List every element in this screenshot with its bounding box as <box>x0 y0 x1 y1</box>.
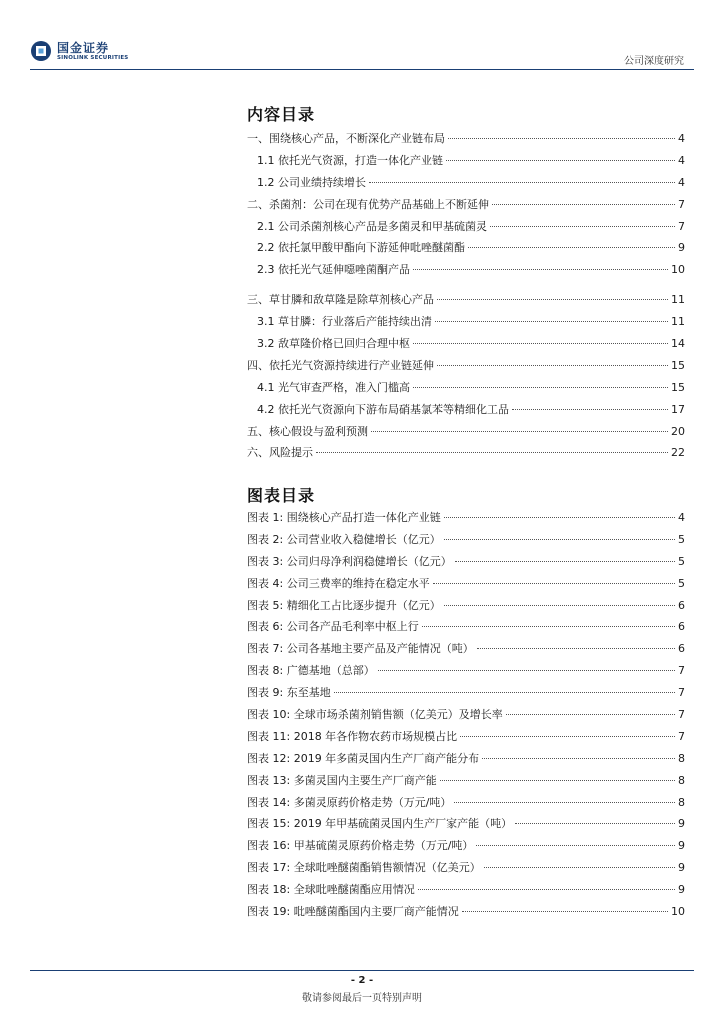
toc-entry[interactable] <box>247 401 685 423</box>
entry-label: 2.3 依托光气延伸噁唑菌酮产品 <box>257 263 410 277</box>
figure-entry[interactable] <box>247 815 685 837</box>
entry-label: 五、核心假设与盈利预测 <box>247 424 368 438</box>
report-type-label: 公司深度研究 <box>624 56 684 67</box>
entry-page-number: 9 <box>678 861 685 875</box>
entry-label: 3.1 草甘膦：行业落后产能持续出清 <box>257 315 432 329</box>
entry-label: 4.2 依托光气资源向下游布局硝基氯苯等精细化工品 <box>257 402 509 416</box>
dot-leader <box>444 539 675 540</box>
footer-disclaimer: 敬请参阅最后一页特别声明 <box>302 993 422 1004</box>
entry-label: 图表 5: 精细化工占比逐步提升（亿元） <box>247 598 441 612</box>
toc-entry[interactable] <box>247 130 685 152</box>
page-number: - 2 - <box>350 975 374 986</box>
figure-entry[interactable] <box>247 618 685 640</box>
entry-page-number: 5 <box>678 554 685 568</box>
entry-page-number: 8 <box>678 795 685 809</box>
toc-entry[interactable] <box>247 218 685 240</box>
figure-entry[interactable] <box>247 509 685 531</box>
entry-page-number: 5 <box>678 532 685 546</box>
dot-leader <box>454 802 675 803</box>
figure-entry[interactable] <box>247 772 685 794</box>
entry-label: 2.1 公司杀菌剂核心产品是多菌灵和甲基硫菌灵 <box>257 219 487 233</box>
toc-entry[interactable] <box>247 174 685 196</box>
dot-leader <box>440 780 675 781</box>
entry-label: 图表 4: 公司三费率的维持在稳定水平 <box>247 576 430 590</box>
figure-entry[interactable] <box>247 903 685 925</box>
entry-page-number: 20 <box>671 424 685 438</box>
figure-entry[interactable] <box>247 750 685 772</box>
entry-page-number: 9 <box>678 883 685 897</box>
figure-entry[interactable] <box>247 859 685 881</box>
figure-entry[interactable] <box>247 553 685 575</box>
dot-leader <box>413 343 668 344</box>
entry-label: 2.2 依托氯甲酸甲酯向下游延伸吡唑醚菌酯 <box>257 241 465 255</box>
entry-label: 图表 19: 吡唑醚菌酯国内主要厂商产能情况 <box>247 905 459 919</box>
entry-label: 3.2 敌草隆价格已回归合理中枢 <box>257 337 410 351</box>
figure-entry[interactable] <box>247 794 685 816</box>
toc-entry[interactable] <box>247 196 685 218</box>
entry-page-number: 17 <box>671 402 685 416</box>
dot-leader <box>422 626 675 627</box>
entry-label: 一、围绕核心产品，不断深化产业链布局 <box>247 132 445 145</box>
figure-entry[interactable] <box>247 728 685 750</box>
entry-label: 图表 11: 2018 年各作物农药市场规模占比 <box>247 729 458 743</box>
entry-page-number: 6 <box>678 620 685 634</box>
entry-label: 图表 1: 围绕核心产品打造一体化产业链 <box>247 511 441 524</box>
dot-leader <box>418 889 675 890</box>
figure-entry[interactable] <box>247 575 685 597</box>
entry-label: 图表 8: 广德基地（总部） <box>247 664 375 678</box>
entry-label: 图表 3: 公司归母净利润稳健增长（亿元） <box>247 554 452 568</box>
dot-leader <box>413 269 668 270</box>
entry-label: 图表 14: 多菌灵原药价格走势（万元/吨） <box>247 795 452 809</box>
entry-page-number: 7 <box>678 197 685 211</box>
entry-label: 4.1 光气审查严格，准入门槛高 <box>257 380 410 394</box>
dot-leader <box>455 561 675 562</box>
toc-entry[interactable] <box>247 291 685 313</box>
sinolink-logo-icon <box>30 40 52 62</box>
entry-label: 四、依托光气资源持续进行产业链延伸 <box>247 358 434 372</box>
toc-entry[interactable] <box>247 239 685 261</box>
entry-page-number: 4 <box>678 175 685 189</box>
entry-page-number: 7 <box>678 729 685 743</box>
entry-page-number: 7 <box>678 664 685 678</box>
figures-list <box>247 509 685 925</box>
entry-page-number: 4 <box>678 511 685 524</box>
figure-entry[interactable] <box>247 706 685 728</box>
entry-label: 1.1 依托光气资源，打造一体化产业链 <box>257 153 443 167</box>
figure-entry[interactable] <box>247 881 685 903</box>
entry-page-number: 7 <box>678 219 685 233</box>
figures-title: 图表目录 <box>247 486 316 505</box>
figure-entry[interactable] <box>247 531 685 553</box>
figure-entry[interactable] <box>247 837 685 859</box>
entry-page-number: 8 <box>678 773 685 787</box>
dot-leader <box>435 321 668 322</box>
entry-page-number: 7 <box>678 708 685 722</box>
toc-entry[interactable] <box>247 152 685 174</box>
dot-leader <box>444 517 675 518</box>
toc-entry[interactable] <box>247 444 685 466</box>
logo-english-name: SINOLINK SECURITIES <box>57 54 129 61</box>
dot-leader <box>506 714 675 715</box>
dot-leader <box>490 226 675 227</box>
entry-label: 1.2 公司业绩持续增长 <box>257 175 366 189</box>
dot-leader <box>484 867 675 868</box>
dot-leader <box>448 138 675 139</box>
dot-leader <box>378 670 675 671</box>
entry-page-number: 6 <box>678 642 685 656</box>
entry-page-number: 11 <box>671 315 685 329</box>
entry-page-number: 9 <box>678 817 685 831</box>
entry-page-number: 4 <box>678 132 685 145</box>
toc-entry[interactable] <box>247 335 685 357</box>
dot-leader <box>334 692 675 693</box>
dot-leader <box>446 160 675 161</box>
toc-entry[interactable] <box>247 261 685 283</box>
entry-label: 二、杀菌剂：公司在现有优势产品基础上不断延伸 <box>247 197 489 211</box>
contents-title: 内容目录 <box>247 105 316 124</box>
entry-label: 图表 10: 全球市场杀菌剂销售额（亿美元）及增长率 <box>247 708 503 722</box>
figure-entry[interactable] <box>247 662 685 684</box>
entry-label: 图表 15: 2019 年甲基硫菌灵国内生产厂家产能（吨） <box>247 817 513 831</box>
entry-label: 图表 16: 甲基硫菌灵原药价格走势（万元/吨） <box>247 839 474 853</box>
dot-leader <box>468 247 675 248</box>
entry-page-number: 15 <box>671 358 685 372</box>
entry-page-number: 9 <box>678 241 685 255</box>
dot-leader <box>477 648 675 649</box>
company-logo <box>30 40 128 62</box>
dot-leader <box>316 452 668 453</box>
entry-page-number: 9 <box>678 839 685 853</box>
logo-chinese-name: 国金证券 <box>57 40 110 55</box>
entry-label: 六、风险提示 <box>247 446 313 460</box>
dot-leader <box>512 409 668 410</box>
dot-leader <box>476 845 675 846</box>
dot-leader <box>462 911 668 912</box>
entry-label: 三、草甘膦和敌草隆是除草剂核心产品 <box>247 293 434 307</box>
entry-label: 图表 2: 公司营业收入稳健增长（亿元） <box>247 532 441 546</box>
toc-entry[interactable] <box>247 423 685 445</box>
figure-entry[interactable] <box>247 640 685 662</box>
dot-leader <box>371 431 668 432</box>
entry-page-number: 5 <box>678 576 685 590</box>
entry-label: 图表 18: 全球吡唑醚菌酯应用情况 <box>247 883 415 897</box>
contents-list <box>247 130 685 466</box>
entry-label: 图表 13: 多菌灵国内主要生产厂商产能 <box>247 773 437 787</box>
entry-label: 图表 7: 公司各基地主要产品及产能情况（吨） <box>247 642 474 656</box>
figure-entry[interactable] <box>247 684 685 706</box>
dot-leader <box>460 736 675 737</box>
entry-page-number: 22 <box>671 446 685 460</box>
entry-page-number: 6 <box>678 598 685 612</box>
entry-page-number: 10 <box>671 905 685 919</box>
entry-page-number: 8 <box>678 751 685 765</box>
page-header <box>30 38 694 70</box>
entry-page-number: 14 <box>671 337 685 351</box>
dot-leader <box>413 387 668 388</box>
dot-leader <box>444 605 675 606</box>
entry-page-number: 7 <box>678 686 685 700</box>
figure-entry[interactable] <box>247 597 685 619</box>
entry-label: 图表 6: 公司各产品毛利率中枢上行 <box>247 620 419 634</box>
entry-label: 图表 12: 2019 年多菌灵国内生产厂商产能分布 <box>247 751 480 765</box>
entry-label: 图表 9: 东至基地 <box>247 686 331 700</box>
toc-entry[interactable] <box>247 313 685 335</box>
header-divider <box>30 69 694 70</box>
entry-page-number: 15 <box>671 380 685 394</box>
entry-page-number: 4 <box>678 153 685 167</box>
entry-page-number: 11 <box>671 293 685 307</box>
entry-page-number: 10 <box>671 263 685 277</box>
toc-entry[interactable] <box>247 379 685 401</box>
dot-leader <box>515 823 675 824</box>
dot-leader <box>437 365 668 366</box>
footer-divider <box>30 970 694 971</box>
dot-leader <box>437 299 668 300</box>
entry-label: 图表 17: 全球吡唑醚菌酯销售额情况（亿美元） <box>247 861 481 875</box>
toc-entry[interactable] <box>247 357 685 379</box>
dot-leader <box>369 182 675 183</box>
dot-leader <box>492 204 675 205</box>
dot-leader <box>482 758 675 759</box>
dot-leader <box>433 583 675 584</box>
